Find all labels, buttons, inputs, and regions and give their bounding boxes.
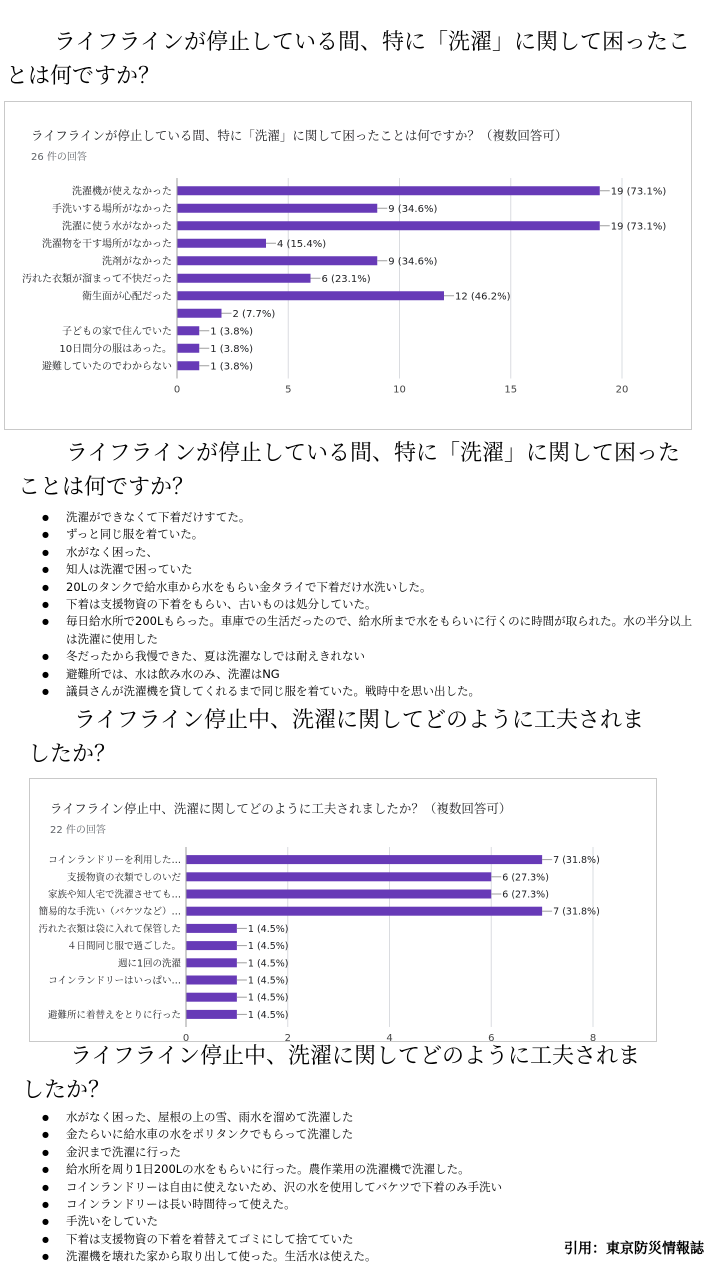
category-label: 洗剤がなかった bbox=[102, 256, 172, 268]
response-count-ingenuity: 22 件の回答 bbox=[50, 825, 106, 836]
chart-card-ingenuity bbox=[29, 778, 657, 1042]
data-label: 1 (4.5%) bbox=[247, 992, 289, 1004]
bar bbox=[177, 204, 377, 213]
list-item: ● 下着は支援物資の下着を着替えてゴミにして捨てていた bbox=[36, 1231, 596, 1248]
bar bbox=[177, 221, 600, 230]
category-label: 避難所に着替えをとりに行った bbox=[47, 1009, 181, 1021]
category-label: 10日間分の服はあった。 bbox=[59, 343, 172, 355]
category-label: 洗濯機が使えなかった bbox=[72, 186, 172, 198]
category-label: コインランドリーを利用した… bbox=[48, 855, 181, 867]
data-label: 1 (4.5%) bbox=[247, 975, 289, 987]
data-label: 1 (4.5%) bbox=[247, 923, 289, 935]
list-item: ● 知人は洗濯で困っていた bbox=[36, 561, 702, 578]
list-item: ● 手洗いをしていた bbox=[36, 1213, 596, 1230]
heading-laundry-trouble-answers: ライフラインが停止している間、特に「洗濯」に関して困ったことは何ですか？ bbox=[18, 441, 681, 500]
category-label: 汚れた衣類が溜まって不快だった bbox=[22, 273, 172, 285]
category-label: 家族や知人宅で洗濯させても… bbox=[47, 889, 181, 901]
category-label: 支援物資の衣類でしのいだ bbox=[66, 872, 181, 884]
bar bbox=[177, 256, 377, 265]
x-tick-label: 15 bbox=[504, 384, 518, 396]
list-item: ● 洗濯ができなくて下着だけすてた。 bbox=[36, 509, 702, 526]
bar bbox=[186, 976, 237, 985]
list-item: ● ずっと同じ服を着ていた。 bbox=[36, 526, 702, 543]
data-label: 9 (34.6%) bbox=[388, 203, 438, 215]
category-label: 汚れた衣類は袋に入れて保管した bbox=[38, 923, 181, 935]
citation: 引用：東京防災情報誌 bbox=[564, 1241, 704, 1257]
category-label: 洗濯物を干す場所がなかった bbox=[42, 238, 172, 250]
bar bbox=[177, 186, 600, 195]
list-item: ● 洗濯機を壊れた家から取り出して使った。生活水は使えた。 bbox=[36, 1248, 596, 1265]
category-label: 週に1回の洗濯 bbox=[117, 958, 181, 970]
bar-chart-troubles bbox=[5, 102, 691, 429]
data-label: 4 (15.4%) bbox=[277, 238, 327, 250]
list-item: ● 議員さんが洗濯機を貸してくれるまで同じ服を着ていた。戦時中を思い出した。 bbox=[36, 683, 702, 700]
response-count-troubles: 26 件の回答 bbox=[31, 152, 87, 163]
list-item: ● 給水所を周り1日200Lの水をもらいに行った。農作業用の洗濯機で洗濯した。 bbox=[36, 1161, 596, 1178]
data-label: 7 (31.8%) bbox=[553, 906, 600, 918]
list-item: ● 水がなく困った、屋根の上の雪、雨水を溜めて洗濯した bbox=[36, 1109, 596, 1126]
x-tick-label: 10 bbox=[393, 384, 406, 396]
category-label: 衛生面が心配だった bbox=[82, 291, 172, 303]
data-label: 1 (3.8%) bbox=[210, 343, 253, 355]
heading-laundry-trouble: ライフラインが停止している間、特に「洗濯」に関して困ったことは何ですか？ bbox=[6, 30, 691, 89]
chart-title-troubles: ライフラインが停止している間、特に「洗濯」に関して困ったことは何ですか？（複数回答可） bbox=[31, 128, 568, 143]
data-label: 12 (46.2%) bbox=[455, 291, 511, 303]
bar bbox=[177, 291, 444, 300]
x-tick-label: 20 bbox=[615, 384, 629, 396]
list-item: ● 水がなく困った、 bbox=[36, 544, 702, 561]
category-label: 洗濯に使う水がなかった bbox=[62, 221, 172, 233]
data-label: 1 (4.5%) bbox=[247, 941, 289, 953]
category-label: 簡易的な手洗い（バケツなど）… bbox=[38, 906, 181, 918]
list-item: ● コインランドリーは長い時間待って使えた。 bbox=[36, 1196, 596, 1213]
bar bbox=[186, 924, 237, 933]
bar bbox=[186, 993, 237, 1002]
data-label: 6 (23.1%) bbox=[321, 273, 371, 285]
category-label: 手洗いする場所がなかった bbox=[52, 203, 172, 215]
list-item: ● 毎日給水所で200Lもらった。車庫での生活だったので、給水所まで水をもらいに行くのに時間が取られた。水の半分以上は洗濯に使用した bbox=[36, 613, 702, 648]
list-item: ● 金沢まで洗濯に行った bbox=[36, 1144, 596, 1161]
answer-list-troubles bbox=[36, 509, 702, 700]
x-tick-label: 5 bbox=[285, 384, 292, 396]
x-tick-label: 8 bbox=[589, 1033, 597, 1041]
x-tick-label: 6 bbox=[488, 1033, 495, 1041]
list-item: ● 下着は支援物資の下着をもらい、古いものは処分していた。 bbox=[36, 596, 702, 613]
bar bbox=[177, 361, 199, 370]
chart-card-troubles bbox=[4, 101, 692, 430]
category-label: ４日間同じ服で過ごした。 bbox=[66, 941, 181, 953]
bar-chart-ingenuity bbox=[30, 779, 656, 1041]
bar bbox=[177, 326, 199, 335]
list-item: ● 避難所では、水は飲み水のみ、洗濯はNG bbox=[36, 666, 702, 683]
heading-laundry-ingenuity-answers: ライフライン停止中、洗濯に関してどのように工夫されましたか？ bbox=[22, 1044, 641, 1103]
list-item: ● 金たらいに給水車の水をポリタンクでもらって洗濯した bbox=[36, 1126, 596, 1143]
x-tick-label: 0 bbox=[182, 1033, 190, 1041]
data-label: 1 (4.5%) bbox=[247, 958, 289, 970]
data-label: 1 (4.5%) bbox=[247, 1009, 289, 1021]
data-label: 9 (34.6%) bbox=[388, 256, 438, 268]
data-label: 1 (3.8%) bbox=[210, 326, 253, 338]
bar bbox=[177, 274, 311, 283]
x-tick-label: 0 bbox=[173, 384, 181, 396]
bar bbox=[186, 1010, 237, 1019]
answer-list-ingenuity bbox=[36, 1109, 596, 1266]
category-label: 子どもの家で住んでいた bbox=[62, 326, 172, 338]
data-label: 6 (27.3%) bbox=[502, 872, 549, 884]
bar bbox=[177, 309, 222, 318]
bar bbox=[177, 239, 266, 248]
heading-laundry-ingenuity: ライフライン停止中、洗濯に関してどのように工夫されましたか？ bbox=[28, 708, 645, 767]
bar bbox=[186, 958, 237, 967]
bar bbox=[186, 855, 542, 864]
chart-title-ingenuity: ライフライン停止中、洗濯に関してどのように工夫されましたか？（複数回答可） bbox=[50, 801, 512, 816]
x-tick-label: 2 bbox=[284, 1033, 291, 1041]
bar bbox=[186, 890, 491, 899]
bar bbox=[186, 907, 542, 916]
data-label: 7 (31.8%) bbox=[553, 855, 600, 867]
data-label: 19 (73.1%) bbox=[610, 221, 667, 233]
data-label: 6 (27.3%) bbox=[502, 889, 549, 901]
data-label: 1 (3.8%) bbox=[210, 361, 253, 373]
x-tick-label: 4 bbox=[386, 1033, 393, 1041]
bar bbox=[177, 344, 199, 353]
list-item: ● コインランドリーは自由に使えないため、沢の水を使用してバケツで下着のみ手洗い bbox=[36, 1179, 596, 1196]
data-label: 19 (73.1%) bbox=[610, 186, 667, 198]
list-item: ● 20Lのタンクで給水車から水をもらい金タライで下着だけ水洗いした。 bbox=[36, 579, 702, 596]
category-label: 避難していたのでわからない bbox=[42, 361, 172, 373]
bar bbox=[186, 941, 237, 950]
data-label: 2 (7.7%) bbox=[232, 308, 276, 320]
category-label: コインランドリーはいっぱい… bbox=[48, 975, 181, 987]
list-item: ● 冬だったから我慢できた、夏は洗濯なしでは耐えきれない bbox=[36, 648, 702, 665]
bar bbox=[186, 872, 491, 881]
